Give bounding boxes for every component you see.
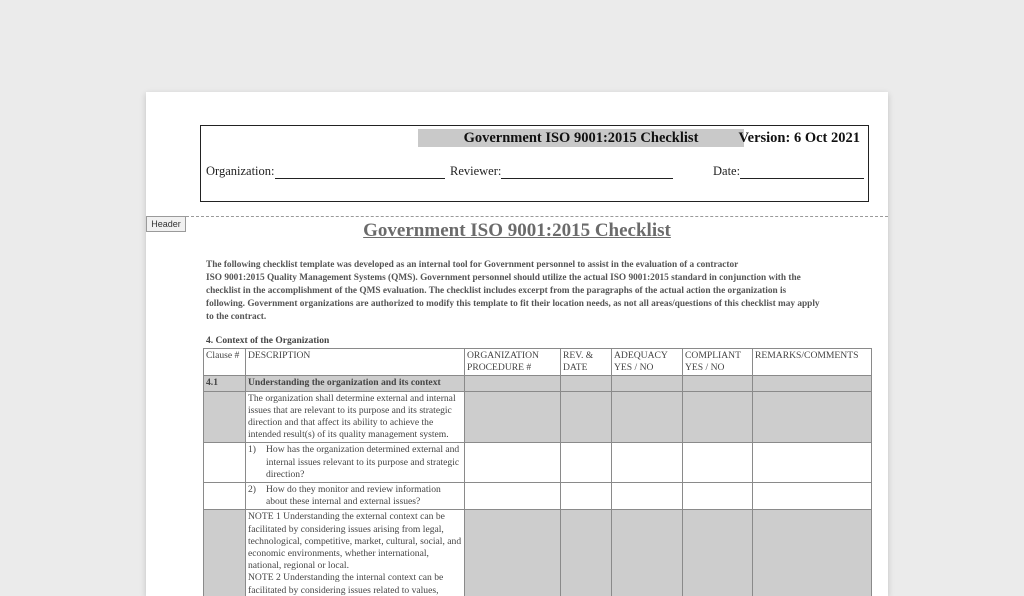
compliant-cell[interactable] <box>683 443 753 483</box>
date-field <box>713 164 864 179</box>
document-title: Government ISO 9001:2015 Checklist <box>363 220 671 241</box>
organization-label: Organization: <box>206 164 275 178</box>
note-2: NOTE 2 Understanding the internal context can be facilitated by considering issues related to values, <box>248 572 444 596</box>
question-text: How has the organization determined external and internal issues relevant to its purpose and strategic direction? <box>266 444 460 480</box>
clause-title: Understanding the organization and its context <box>246 376 465 391</box>
date-line <box>740 166 864 179</box>
col-remarks: REMARKS/COMMENTS <box>753 349 872 376</box>
table-header-row <box>204 349 872 376</box>
note-1: NOTE 1 Understanding the external context can be facilitated by considering issues arising from legal, technological, competitive, market, cultural, social, and economic environments, whether international, national, regional or local. <box>248 511 462 572</box>
compliant-cell[interactable] <box>683 483 753 510</box>
intro-line: checklist in the accomplishment of the QMS evaluation. The checklist includes excerpt from the paragraphs of the actual action the organization is <box>206 286 787 296</box>
procedure-cell[interactable] <box>465 443 561 483</box>
col-procedure: ORGANIZATION PROCEDURE # <box>465 349 561 376</box>
intro-line: to the contract. <box>206 312 267 322</box>
rev-cell[interactable] <box>561 443 612 483</box>
section-heading: 4. Context of the Organization <box>206 336 330 346</box>
rev-cell[interactable] <box>561 483 612 510</box>
intro-paragraph <box>206 259 866 324</box>
question-row: 1) How has the organization determined external and internal issues relevant to its purpose and strategic direction? <box>204 443 872 483</box>
remarks-cell[interactable] <box>753 483 872 510</box>
col-rev-date: REV. & DATE <box>561 349 612 376</box>
procedure-cell[interactable] <box>465 483 561 510</box>
organization-line <box>275 166 445 179</box>
intro-line: The following checklist template was developed as an internal tool for Government personnel to assist in the evaluation of a contractor <box>206 260 739 270</box>
col-adequacy: ADEQUACY YES / NO <box>612 349 683 376</box>
organization-field <box>206 164 445 179</box>
question-text: How do they monitor and review information about these internal and external issues? <box>266 484 441 508</box>
reviewer-label: Reviewer: <box>450 164 502 178</box>
clause-row <box>204 376 872 391</box>
page-header-box <box>200 125 869 202</box>
intro-line: ISO 9001:2015 Quality Management Systems (QMS). Government personnel should utilize the actual ISO 9001:2015 standard in conjunction with the <box>206 273 801 283</box>
col-description: DESCRIPTION <box>246 349 465 376</box>
header-version: Version: 6 Oct 2021 <box>738 130 860 146</box>
date-label: Date: <box>713 164 741 178</box>
adequacy-cell[interactable] <box>612 443 683 483</box>
header-separator <box>186 216 888 217</box>
remarks-cell[interactable] <box>753 443 872 483</box>
header-tab[interactable]: Header <box>146 216 186 232</box>
adequacy-cell[interactable] <box>612 483 683 510</box>
reviewer-field <box>450 164 673 179</box>
intro-line: following. Government organizations are authorized to modify this template to fit their location needs, as not all areas/questions of this checklist may apply <box>206 299 820 309</box>
checklist-table <box>203 348 872 596</box>
requirement-text: The organization shall determine external and internal issues that are relevant to its purpose and its strategic direction and that affect its ability to achieve the intended result(s) of its quality management system. <box>246 391 465 443</box>
reviewer-line <box>501 166 673 179</box>
col-compliant: COMPLIANT YES / NO <box>683 349 753 376</box>
clause-number: 4.1 <box>204 376 246 391</box>
requirement-row <box>204 391 872 443</box>
note-row <box>204 510 872 596</box>
header-title: Government ISO 9001:2015 Checklist <box>418 129 744 147</box>
col-clause: Clause # <box>204 349 246 376</box>
document-page <box>146 92 888 596</box>
question-row: 2) How do they monitor and review information about these internal and external issues? <box>204 483 872 510</box>
